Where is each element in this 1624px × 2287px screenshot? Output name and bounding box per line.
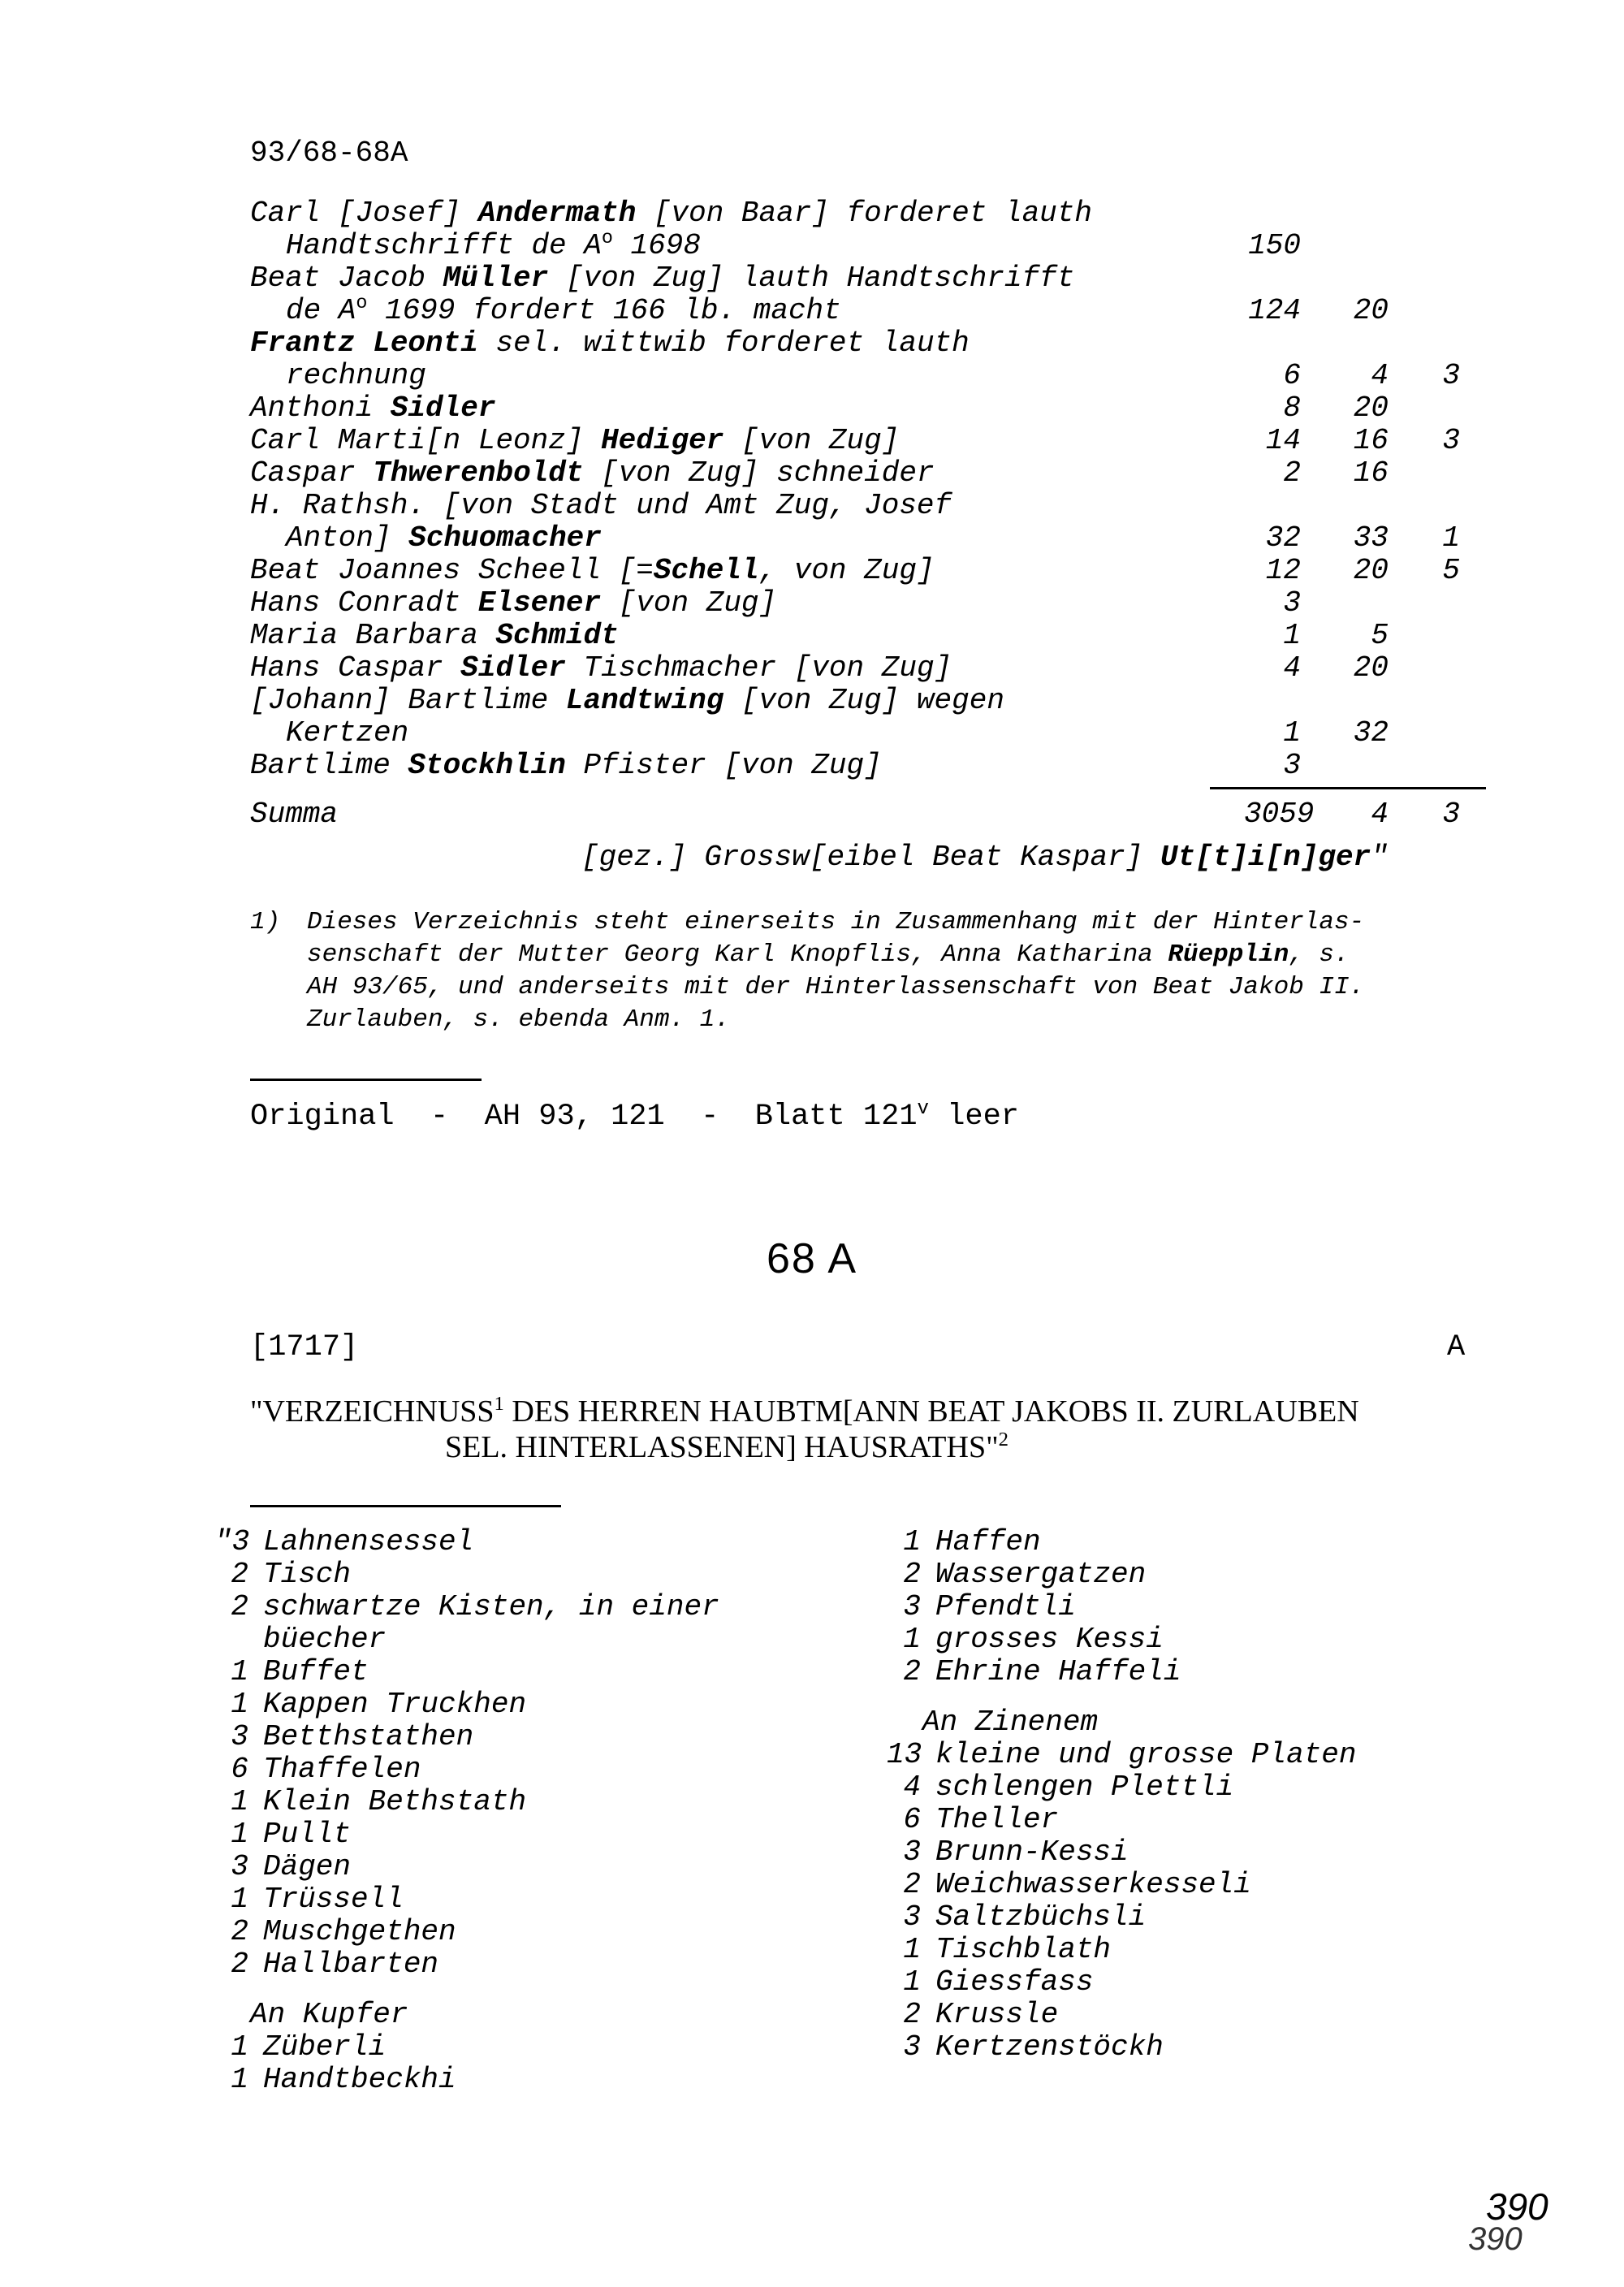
entry-text: 1698: [612, 229, 701, 262]
inventory-item: [887, 1868, 1251, 1901]
item-quantity: 1: [231, 2063, 248, 2096]
item-quantity: 2: [903, 1655, 921, 1688]
ledger-value-2: 20: [1353, 391, 1389, 425]
inventory-item: [887, 1590, 1076, 1623]
item-name: Giessfass: [935, 1965, 1094, 1999]
ledger-entry-name: [250, 262, 1074, 295]
inventory-item: [887, 1965, 1093, 1999]
item-quantity: 1: [903, 1525, 921, 1559]
inventory-item: [214, 1818, 351, 1851]
entry-text: Hans Conradt: [250, 586, 478, 620]
item-name: Ehrine Haffeli: [935, 1655, 1181, 1688]
ledger-value-1: 4: [1283, 651, 1301, 685]
entry-text: Tischmacher [von Zug]: [565, 651, 952, 685]
item-quantity: 6: [231, 1753, 248, 1786]
entry-surname: Hediger: [601, 424, 724, 457]
item-quantity: 1: [231, 1818, 248, 1851]
entry-text: Carl [Josef]: [250, 197, 478, 230]
item-quantity: 1: [231, 1883, 248, 1916]
item-quantity: 2: [903, 1998, 921, 2031]
item-quantity: 3: [231, 1850, 248, 1883]
title-rule: [250, 1505, 561, 1507]
entry-text: [von Zug]: [601, 586, 777, 620]
entry-surname: Thwerenboldt: [373, 456, 584, 490]
inventory-item: [887, 1933, 1111, 1966]
item-name: Weichwasserkesseli: [935, 1868, 1251, 1901]
ledger-entry-continuation: [286, 294, 841, 327]
ledger-value-1: 1: [1283, 619, 1301, 652]
item-name: Krussle: [935, 1998, 1059, 2031]
inventory-item: [214, 1720, 473, 1753]
entry-text: H. Rathsh. [von Stadt und Amt Zug, Josef: [250, 489, 952, 522]
title-line-2: SEL. HINTERLASSENEN] HAUSRATHS"$^2$: [445, 1429, 1009, 1464]
ledger-value-2: 16: [1353, 424, 1389, 457]
entry-superscript: o: [601, 228, 613, 250]
ledger-entry-name: [250, 586, 776, 620]
item-name: Theller: [935, 1803, 1059, 1836]
inventory-item: [214, 1558, 351, 1591]
inventory-item: [887, 1835, 1129, 1869]
inventory-item: [887, 1770, 1233, 1804]
item-quantity: 2: [231, 1558, 248, 1591]
document-reference: 93/68-68A: [250, 136, 408, 170]
entry-text: , von Zug]: [758, 554, 935, 587]
item-name: Brunn-Kessi: [935, 1835, 1129, 1869]
entry-surname: Landtwing: [565, 684, 724, 717]
entry-surname: Andermath: [477, 197, 637, 230]
item-name: Saltzbüchsli: [935, 1900, 1147, 1934]
ledger-value-1: 12: [1265, 554, 1301, 587]
entry-text: [Johann] Bartlime: [250, 684, 566, 717]
item-quantity: 3: [903, 1835, 921, 1869]
footnote-line-1: Dieses Verzeichnis steht einerseits in Zusammenhang mit der Hinterlas-: [307, 908, 1365, 936]
ledger-entry-continuation: [286, 716, 408, 750]
entry-surname: Schmidt: [495, 619, 619, 652]
ledger-value-1: 2: [1283, 456, 1301, 490]
inventory-item: [214, 1850, 351, 1883]
ledger-entry-name: [250, 326, 970, 360]
inventory-item: [214, 1688, 526, 1721]
inventory-item: [887, 1558, 1146, 1591]
ledger-entry-name: [250, 391, 495, 425]
entry-text: [von Zug]: [723, 424, 900, 457]
ledger-entry-name: [250, 489, 952, 522]
item-name: schlengen Plettli: [935, 1770, 1234, 1804]
item-name: Thaffelen: [263, 1753, 421, 1786]
entry-text: [von Baar] forderet lauth: [636, 197, 1092, 230]
footnote-line-2: senschaft der Mutter Georg Karl Knopflis, Anna Katharina Rüepplin, s.: [307, 940, 1350, 969]
entry-text: Handtschrifft de A: [286, 229, 602, 262]
inventory-item: [887, 1525, 1041, 1559]
entry-text: [von Zug] wegen: [723, 684, 1004, 717]
item-name: Handtbeckhi: [263, 2063, 456, 2096]
entry-text: Anton]: [286, 521, 409, 555]
item-name: Klein Bethstath: [263, 1785, 527, 1818]
entry-text: sel. wittwib forderet lauth: [477, 326, 970, 360]
entry-surname: Elsener: [477, 586, 602, 620]
summa-label: Summa: [250, 798, 339, 831]
entry-text: 1699 fordert 166 lb. macht: [367, 294, 841, 327]
item-quantity: 2: [231, 1915, 248, 1948]
entry-surname: Frantz Leonti: [250, 326, 478, 360]
item-quantity: 3: [903, 1590, 921, 1623]
ledger-value-1: 6: [1283, 359, 1301, 392]
ledger-entry-continuation: [286, 359, 426, 392]
item-name: kleine und grosse Platen: [935, 1738, 1357, 1771]
inventory-item: [214, 2030, 386, 2064]
entry-surname: Schell: [653, 554, 759, 587]
ledger-value-3: 1: [1442, 521, 1460, 555]
ledger-value-2: 4: [1371, 359, 1389, 392]
entry-text: Maria Barbara: [250, 619, 496, 652]
ledger-value-1: 8: [1283, 391, 1301, 425]
item-name: Buffet: [263, 1655, 369, 1688]
entry-surname: Sidler: [390, 391, 496, 425]
inventory-item: [214, 1883, 404, 1916]
summa-rule: [1210, 787, 1486, 789]
inventory-item: [214, 1655, 369, 1688]
ledger-entry-continuation: [286, 521, 602, 555]
ledger-value-2: 16: [1353, 456, 1389, 490]
inventory-item: [214, 1915, 456, 1948]
ledger-value-1: 14: [1265, 424, 1301, 457]
inventory-item: [214, 2063, 456, 2096]
ledger-entry-name: [250, 456, 935, 490]
item-name: Kertzenstöckh: [935, 2030, 1164, 2064]
ledger-value-3: 5: [1442, 554, 1460, 587]
item-name: Tisch: [263, 1558, 352, 1591]
section-heading: 68 A: [766, 1235, 858, 1282]
inventory-item: [887, 1900, 1146, 1934]
inventory-item: [887, 1738, 1356, 1771]
ledger-entry-name: [250, 684, 1004, 717]
title-line-1: "VERZEICHNUSS$^1$ DES HERREN HAUBTM[ANN BEAT JAKOBS II. ZURLAUBEN: [250, 1393, 1359, 1429]
inventory-item: [214, 1785, 526, 1818]
item-quantity: 6: [903, 1803, 921, 1836]
page-number: 390: [1486, 2185, 1548, 2228]
document-date: [1717]: [250, 1330, 359, 1364]
item-quantity: 1: [903, 1623, 921, 1656]
ledger-entry-name: [250, 554, 935, 587]
ledger-value-1: 3: [1283, 749, 1301, 782]
entry-text: Pfister [von Zug]: [565, 749, 882, 782]
page-number-repeat: 390: [1468, 2221, 1522, 2257]
inventory-item: [887, 1803, 1058, 1836]
item-quantity: 1: [231, 2030, 248, 2064]
ledger-value-2: 20: [1353, 554, 1389, 587]
item-name: Lahnensessel: [263, 1525, 474, 1559]
entry-surname: Schuomacher: [408, 521, 602, 555]
original-rule: [250, 1079, 482, 1081]
item-quantity: 1: [231, 1785, 248, 1818]
item-name: büecher: [263, 1623, 387, 1656]
entry-text: de A: [286, 294, 356, 327]
footnote-marker: 1): [250, 908, 281, 936]
item-quantity: 3: [903, 2030, 921, 2064]
entry-text: Bartlime: [250, 749, 408, 782]
item-name: Züberli: [263, 2030, 387, 2064]
item-quantity: 2: [903, 1868, 921, 1901]
entry-surname: Müller: [443, 262, 549, 295]
footnote-line-3: AH 93/65, und anderseits mit der Hinterlassenschaft von Beat Jakob II.: [307, 973, 1365, 1001]
item-quantity: 1: [903, 1965, 921, 1999]
item-name: Dägen: [263, 1850, 352, 1883]
ledger-entry-name: [250, 619, 619, 652]
kupfer-heading: An Kupfer: [250, 1998, 408, 2031]
item-name: Tischblath: [935, 1933, 1112, 1966]
item-name: Pfendtli: [935, 1590, 1076, 1623]
entry-surname: Stockhlin: [408, 749, 566, 782]
ledger-entry-name: [250, 651, 952, 685]
entry-superscript: o: [356, 293, 368, 315]
inventory-item: [214, 1525, 473, 1559]
item-quantity: "3: [214, 1525, 250, 1559]
entry-text: Beat Joannes Scheell [=: [250, 554, 654, 587]
inventory-item: [214, 1590, 719, 1623]
ledger-value-1: 124: [1248, 294, 1301, 327]
item-name: grosses Kessi: [935, 1623, 1164, 1656]
footnote-line-4: Zurlauben, s. ebenda Anm. 1.: [307, 1005, 730, 1034]
ledger-value-2: 5: [1371, 619, 1389, 652]
inventory-item: [214, 1623, 386, 1656]
item-quantity: 3: [231, 1720, 248, 1753]
entry-text: Kertzen: [286, 716, 409, 750]
ledger-value-1: 150: [1248, 229, 1301, 262]
ledger-value-2: 20: [1353, 294, 1389, 327]
item-name: Betthstathen: [263, 1720, 474, 1753]
ledger-value-1: 1: [1283, 716, 1301, 750]
item-name: Pullt: [263, 1818, 352, 1851]
inventory-item: [887, 1623, 1164, 1656]
inventory-item: [887, 1655, 1181, 1688]
item-quantity: 1: [903, 1933, 921, 1966]
item-name: Hallbarten: [263, 1948, 439, 1981]
item-quantity: 1: [231, 1688, 248, 1721]
item-name: Trüssell: [263, 1883, 404, 1916]
item-name: Haffen: [935, 1525, 1041, 1559]
item-quantity: 4: [903, 1770, 921, 1804]
ledger-entry-name: [250, 424, 899, 457]
ledger-entry-continuation: [286, 229, 701, 262]
inventory-item: [887, 1998, 1058, 2031]
ledger-entry-name: [250, 749, 882, 782]
ledger-value-1: 3: [1283, 586, 1301, 620]
item-name: Kappen Truckhen: [263, 1688, 527, 1721]
inventory-item: [214, 1948, 438, 1981]
item-name: Muschgethen: [263, 1915, 456, 1948]
entry-surname: Sidler: [460, 651, 566, 685]
inventory-item: [214, 1753, 421, 1786]
zinen-heading: An Zinenem: [922, 1706, 1099, 1739]
entry-text: Carl Marti[n Leonz]: [250, 424, 602, 457]
ledger-value-3: 3: [1442, 424, 1460, 457]
item-name: schwartze Kisten, in einer: [263, 1590, 719, 1623]
signature: [gez.] Grossw[eibel Beat Kaspar] Ut[t]i[n]ger": [581, 841, 1389, 874]
document-letter: A: [1447, 1330, 1466, 1364]
ledger-value-1: 32: [1265, 521, 1301, 555]
ledger-value-2: 20: [1353, 651, 1389, 685]
summa-value-1: 3059: [1244, 798, 1315, 831]
entry-text: [von Zug] schneider: [583, 456, 935, 490]
ledger-value-2: 33: [1353, 521, 1389, 555]
inventory-item: [887, 2030, 1164, 2064]
item-quantity: 1: [231, 1655, 248, 1688]
item-quantity: 2: [903, 1558, 921, 1591]
ledger-entry-name: [250, 197, 1092, 230]
summa-value-2: 4: [1371, 798, 1389, 831]
entry-text: Beat Jacob: [250, 262, 443, 295]
summa-value-3: 3: [1442, 798, 1460, 831]
entry-text: Caspar: [250, 456, 374, 490]
item-quantity: 3: [903, 1900, 921, 1934]
item-name: Wassergatzen: [935, 1558, 1147, 1591]
entry-text: Hans Caspar: [250, 651, 461, 685]
entry-text: rechnung: [286, 359, 426, 392]
item-quantity: 2: [231, 1590, 248, 1623]
original-note: Original - AH 93, 121 - Blatt 121$^v$ leer: [250, 1097, 1020, 1134]
ledger-value-3: 3: [1442, 359, 1460, 392]
entry-text: [von Zug] lauth Handtschrifft: [548, 262, 1075, 295]
ledger-value-2: 32: [1353, 716, 1389, 750]
item-quantity: 13: [887, 1738, 922, 1771]
entry-text: Anthoni: [250, 391, 391, 425]
item-quantity: 2: [231, 1948, 248, 1981]
